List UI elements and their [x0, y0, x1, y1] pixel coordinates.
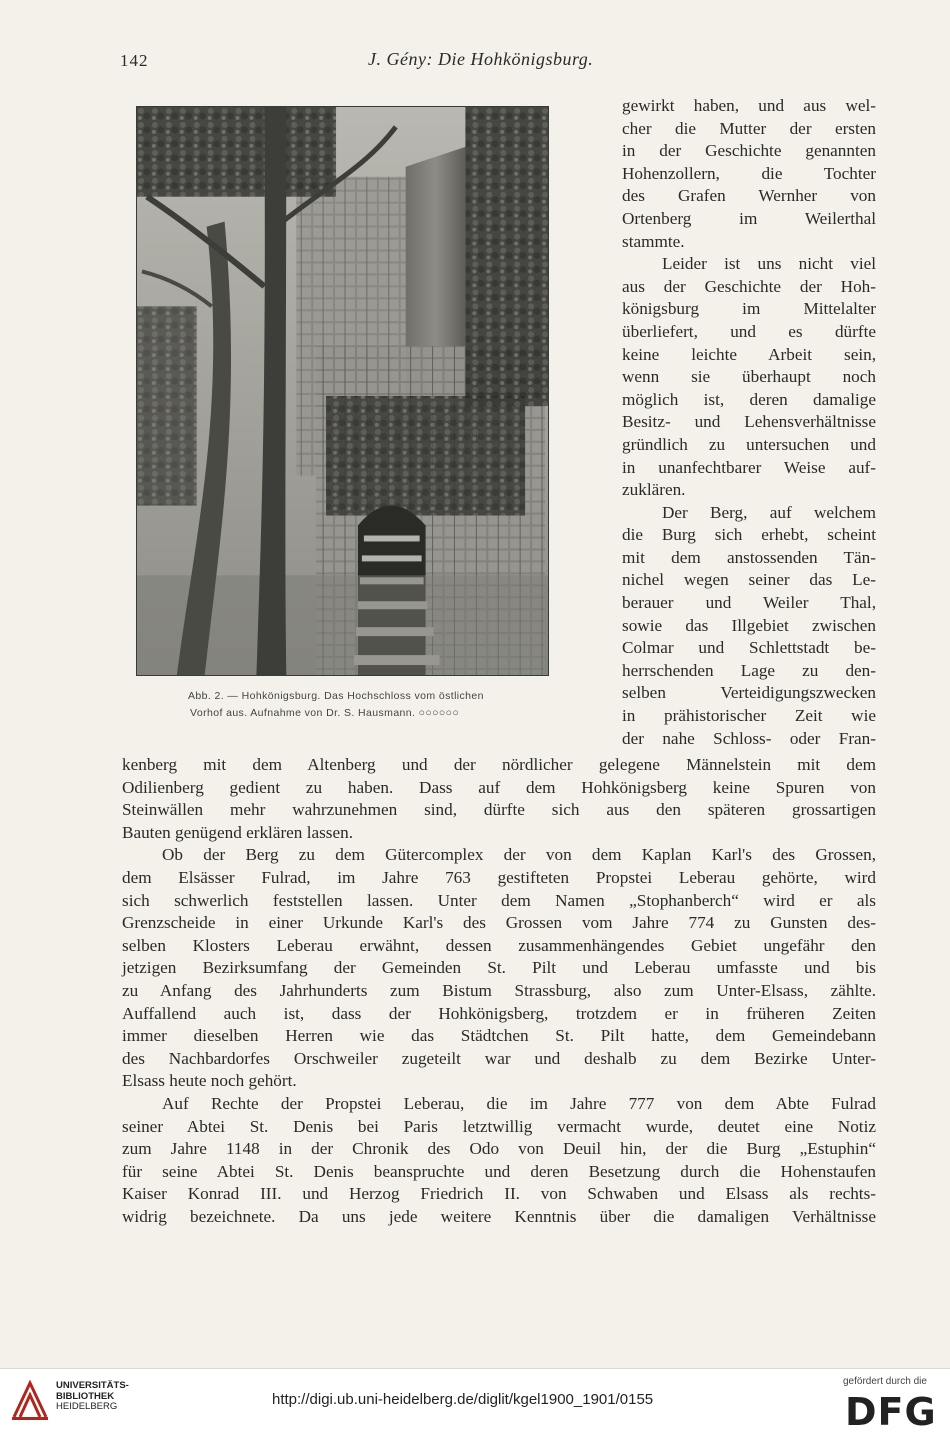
text-line: cher die Mutter der ersten [622, 118, 876, 138]
text-line: immer dieselben Herren wie das Städtchen St. Pilt hatte, dem Gemeindebann [122, 1026, 876, 1046]
text-line: seiner Abtei St. Denis bei Paris letztwillig vermacht wurde, deutet eine Notiz [122, 1116, 876, 1136]
library-name [56, 1381, 129, 1413]
text-line: Kaiser Konrad III. und Herzog Friedrich II. von Schwaben und Elsass als rechts- [122, 1184, 876, 1204]
text-line: nichel wegen seiner das Le- [622, 570, 876, 590]
text-line: jetzigen Bezirksumfang der Gemeinden St. Pilt und Leberau umfasste und bis [122, 958, 876, 978]
text-line: sowie das Illgebiet zwischen [622, 615, 876, 635]
right-column-text [622, 95, 876, 750]
text-line: in prähistorischer Zeit wie [622, 706, 876, 726]
text-line: Grenzscheide in einer Urkunde Karl's des Grossen vom Jahre 774 zu Gunsten des- [122, 913, 876, 933]
text-line: stammte. [622, 231, 685, 251]
text-line: Steinwällen mehr wahrzunehmen sind, dürfte sich aus den späteren grossartigen [122, 800, 876, 820]
library-name-line: HEIDELBERG [56, 1401, 118, 1412]
text-line: Elsass heute noch gehört. [122, 1071, 297, 1091]
text-line: Colmar und Schlettstadt be- [622, 638, 876, 658]
permalink-url[interactable]: http://digi.ub.uni-heidelberg.de/diglit/kgel1900_1901/0155 [272, 1391, 654, 1408]
text-line: mit dem anstossenden Tän- [622, 547, 876, 567]
text-line: zum Jahre 1148 in der Chronik des Odo von Deuil hin, der die Burg „Estuphin“ [122, 1139, 876, 1159]
text-line: für seine Abtei St. Denis beanspruchte und deren Besetzung durch die Hohenstaufen [122, 1161, 876, 1181]
text-line: zuklären. [622, 480, 686, 500]
text-line: widrig bezeichnete. Da uns jede weitere Kenntnis über die damaligen Verhältnisse [122, 1206, 876, 1226]
text-line: Besitz- und Lehensverhältnisse [622, 412, 876, 432]
text-line: des Grafen Wernher von [622, 186, 876, 206]
library-name-line: UNIVERSITÄTS- [56, 1380, 129, 1391]
text-line: Auffallend auch ist, dass der Hohkönigsberg, trotzdem er in früheren Zeiten [122, 1003, 876, 1023]
funding-note: gefördert durch die [843, 1376, 927, 1387]
text-line: des Nachbardorfes Orschweiler zugeteilt war und deshalb zu dem Bezirke Unter- [122, 1048, 876, 1068]
text-line: dem Elsässer Fulrad, im Jahre 763 gestifteten Propstei Leberau gehörte, wird [122, 867, 876, 887]
text-line: der nahe Schloss- oder Fran- [622, 728, 876, 748]
university-library-logo-icon [8, 1377, 52, 1423]
text-line: selben Verteidigungszwecken [622, 683, 876, 703]
text-line: möglich ist, deren damalige [622, 389, 876, 409]
text-line: überliefert, und es dürfte [622, 321, 876, 341]
text-line: Odilienberg gedient zu haben. Dass auf dem Hohkönigsberg keine Spuren von [122, 777, 876, 797]
text-line: Ob der Berg zu dem Gütercomplex der von dem Kaplan Karl's des Grossen, [162, 845, 876, 865]
castle-photo-illustration [137, 107, 548, 675]
library-name-line: BIBLIOTHEK [56, 1390, 115, 1402]
text-line: aus der Geschichte der Hoh- [622, 276, 876, 296]
text-line: Der Berg, auf welchem [662, 502, 876, 522]
text-line: gewirkt haben, und aus wel- [622, 96, 876, 115]
text-line: keine leichte Arbeit sein, [622, 344, 876, 364]
viewer-footer [0, 1368, 950, 1436]
caption-line: Vorhof aus. Aufnahme von Dr. S. Hausmann. ○○○○○○ [190, 707, 460, 719]
page-number: 142 [120, 51, 149, 70]
text-line: in unanfechtbarer Weise auf- [622, 457, 876, 477]
figure-caption [188, 688, 560, 722]
running-title: J. Gény: Die Hohkönigsburg. [368, 49, 594, 69]
text-line: kenberg mit dem Altenberg und der nördlicher gelegene Männelstein mit dem [122, 755, 876, 774]
caption-line: Abb. 2. — Hohkönigsburg. Das Hochschloss vom östlichen [188, 690, 484, 702]
text-line: die Burg sich erhebt, scheint [622, 525, 876, 545]
castle-photo [136, 106, 549, 676]
text-line: Ortenberg im Weilerthal [622, 208, 876, 228]
text-line: Hohenzollern, die Tochter [622, 163, 876, 183]
text-line: königsburg im Mittelalter [622, 299, 876, 319]
text-line: selben Klosters Leberau erwähnt, dessen zusammenhängendes Gebiet ungefähr den [122, 935, 876, 955]
text-line: in der Geschichte genannten [622, 141, 876, 161]
text-line: herrschenden Lage zu den- [622, 660, 876, 680]
text-line: gründlich zu untersuchen und [622, 434, 876, 454]
text-line: Bauten genügend erklären lassen. [122, 822, 353, 842]
text-line: Leider ist uns nicht viel [662, 254, 876, 274]
text-line: wenn sie überhaupt noch [622, 367, 876, 387]
text-line: Auf Rechte der Propstei Leberau, die im Jahre 777 von dem Abte Fulrad [162, 1093, 876, 1113]
text-line: zu Anfang des Jahrhunderts zum Bistum Strassburg, also zum Unter-Elsass, zählte. [122, 980, 876, 1000]
main-body-text [122, 754, 876, 1228]
dfg-logo: DFG [845, 1390, 937, 1434]
text-line: berauer und Weiler Thal, [622, 593, 876, 613]
text-line: sich schwerlich feststellen lassen. Unter dem Namen „Stophanberch“ wird er als [122, 890, 876, 910]
